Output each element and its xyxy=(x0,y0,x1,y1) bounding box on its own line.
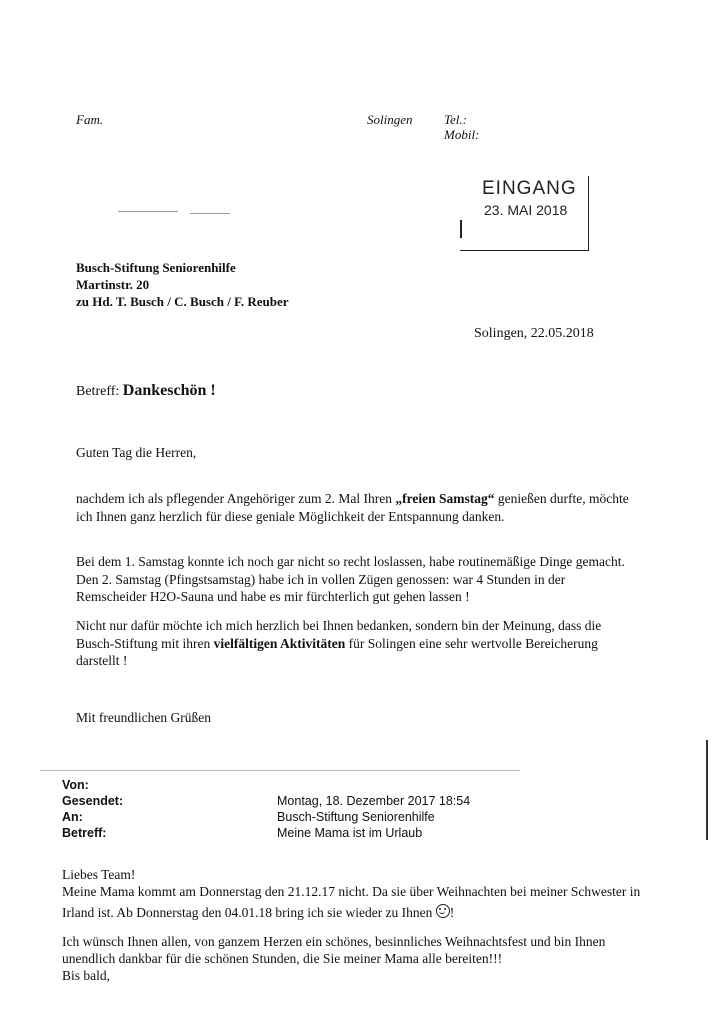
paragraph-3-text-b: für Solingen eine sehr wertvolle Bereicherung darstellt ! xyxy=(76,635,598,668)
subject-label: Betreff: xyxy=(76,384,120,399)
email-line-2: Meine Mama kommt am Donnerstag den 21.12.17 nicht. Da sie über Weihnachten bei meiner Schwester in xyxy=(62,884,641,899)
subject-text: Dankeschön ! xyxy=(122,382,216,399)
email-line-4: Ich wünsch Ihnen allen, von ganzem Herzen ein schönes, besinnliches Weihnachtsfest und bin Ihnen xyxy=(62,934,606,949)
mobil-label: Mobil: xyxy=(444,127,480,142)
sender-city: Solingen xyxy=(367,112,413,127)
paragraph-1 xyxy=(76,490,636,525)
recipient-attention: zu Hd. T. Busch / C. Busch / F. Reuber xyxy=(76,294,289,309)
recipient-street: Martinstr. 20 xyxy=(76,277,150,292)
email-to-label: An: xyxy=(62,810,83,824)
paragraph-2 xyxy=(76,553,636,606)
stamp-tick xyxy=(460,220,462,238)
email-subject-value: Meine Mama ist im Urlaub xyxy=(277,826,423,840)
paragraph-3 xyxy=(76,617,636,670)
divider-line xyxy=(40,770,520,771)
paragraph-2-text: Bei dem 1. Samstag konnte ich noch gar nicht so recht loslassen, habe routinemäßige Dinge gemacht. Den 2. Samstag (Pfingstsamstag) habe ich in vollen Zügen genossen: war 4 Stunden in der Remscheider H2O-Sauna und habe es mir fürchterlich gut gehen lassen ! xyxy=(76,554,625,604)
email-line-1: Liebes Team! xyxy=(62,867,136,882)
email-line-6: Bis bald, xyxy=(62,968,111,983)
subject-line xyxy=(76,382,216,400)
email-from-label: Von: xyxy=(62,778,89,792)
email-line-3-end: ! xyxy=(449,905,455,920)
email-line-5: unendlich dankbar für die schönen Stunden, die Sie meiner Mama alle bereiten!!! xyxy=(62,951,503,966)
closing: Mit freundlichen Grüßen xyxy=(76,710,211,725)
paragraph-1-text-b: genießen durfte, möchte ich Ihnen ganz herzlich für diese geniale Möglichkeit der Entspannung danken. xyxy=(76,491,629,524)
paragraph-3-text-a: Nicht nur dafür möchte ich mich herzlich bei Ihnen bedanken, sondern bin der Meinung, dass die Busch-Stiftung mit ihren xyxy=(76,618,602,651)
smiley-icon xyxy=(436,904,450,918)
tel-label: Tel.: xyxy=(444,112,467,127)
email-to-value: Busch-Stiftung Seniorenhilfe xyxy=(277,810,435,824)
place-date: Solingen, 22.05.2018 xyxy=(474,326,594,341)
family-label: Fam. xyxy=(76,112,104,127)
received-stamp xyxy=(460,176,589,251)
scan-speck xyxy=(118,211,178,212)
paragraph-1-emphasis: „freien Samstag“ xyxy=(395,491,495,506)
paragraph-1-text-a: nachdem ich als pflegender Angehöriger zum 2. Mal Ihren xyxy=(76,491,396,506)
email-subject-label: Betreff: xyxy=(62,826,107,840)
scan-edge-mark xyxy=(706,740,708,840)
stamp-date: 23. MAI 2018 xyxy=(484,202,568,218)
paragraph-3-emphasis: vielfältigen Aktivitäten xyxy=(213,635,346,651)
email-line-3-text: Irland ist. Ab Donnerstag den 04.01.18 bring ich sie wieder zu Ihnen xyxy=(62,905,433,920)
recipient-name: Busch-Stiftung Seniorenhilfe xyxy=(76,260,236,275)
stamp-title: EINGANG xyxy=(482,178,577,199)
email-sent-value: Montag, 18. Dezember 2017 18:54 xyxy=(277,794,471,808)
email-sent-label: Gesendet: xyxy=(62,794,124,808)
email-line-3 xyxy=(62,904,454,921)
greeting: Guten Tag die Herren, xyxy=(76,445,197,460)
scan-speck xyxy=(190,213,230,214)
